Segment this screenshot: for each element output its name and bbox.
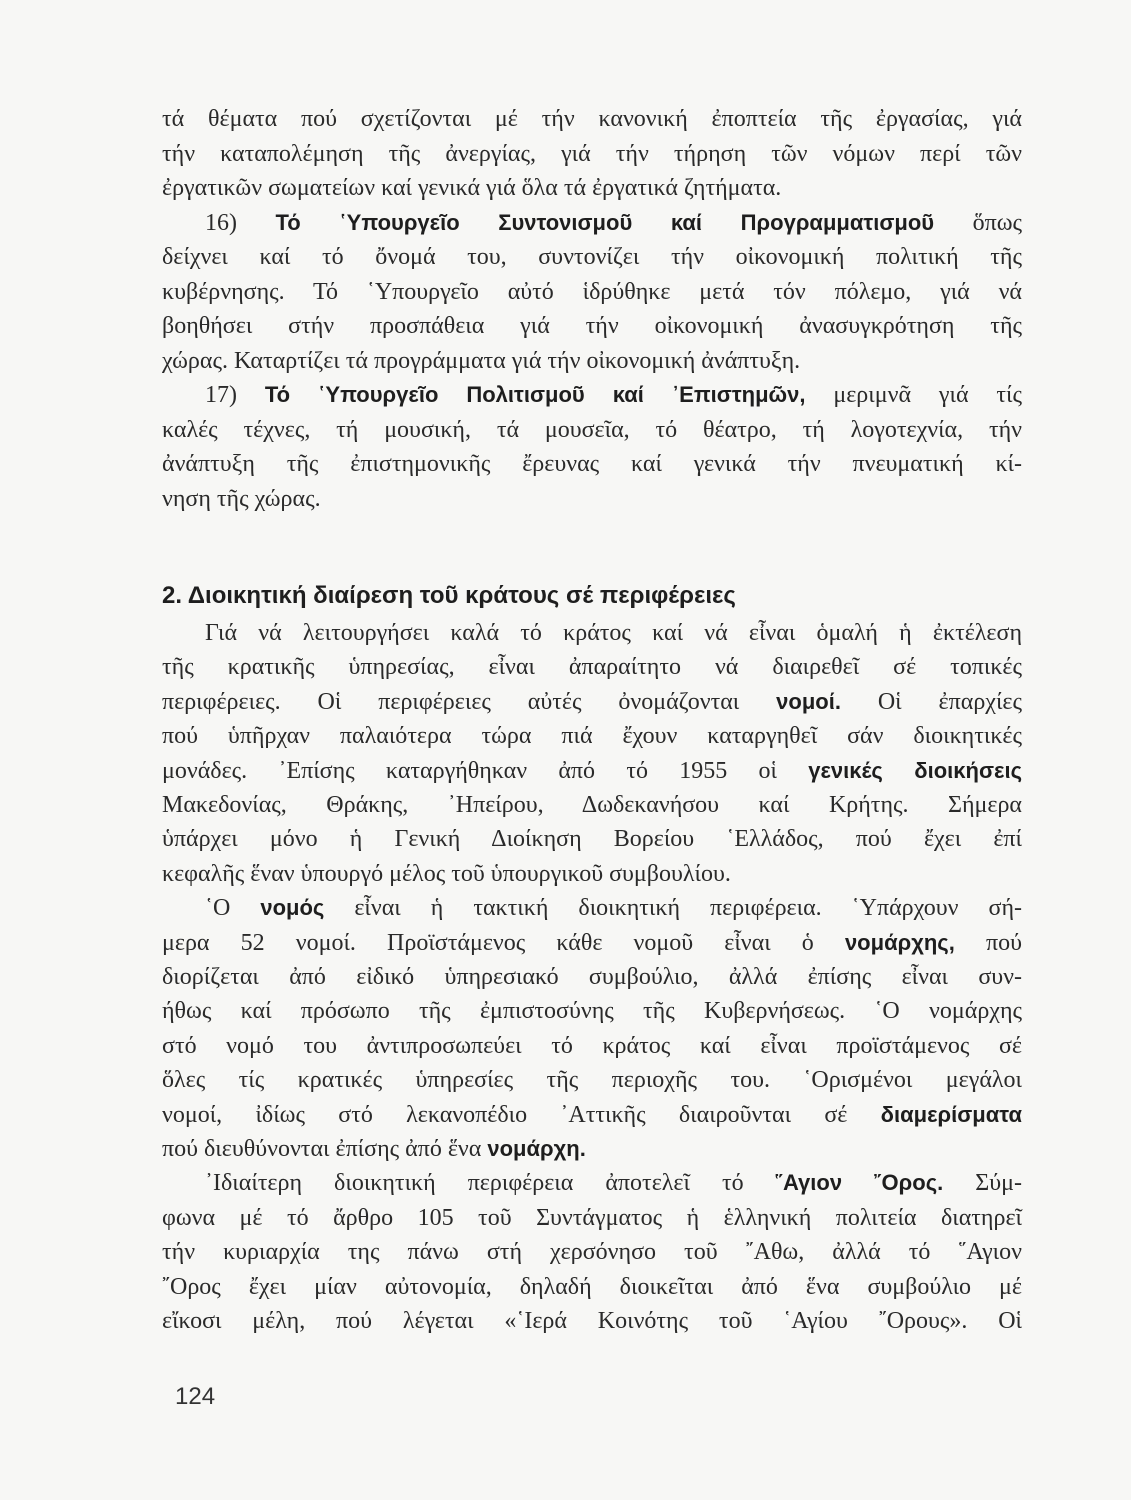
text-run: διορίζεται ἀπό εἰδικό ὑπηρεσιακό συμβούλιο, ἀλλά ἐπίσης εἶναι συν- <box>162 964 1022 990</box>
text-run: φωνα μέ τό ἄρθρο 105 τοῦ Συντάγματος ἡ ἑλληνική πολιτεία διατηρεῖ <box>162 1204 1022 1231</box>
text-run: κεφαλῆς ἕναν ὑπουργό μέλος τοῦ ὑπουργικοῦ συμβουλίου. <box>162 860 731 887</box>
text-run: τήν καταπολέμηση τῆς ἀνεργίας, γιά τήν τήρηση τῶν νόμων περί τῶν <box>162 140 1022 167</box>
text-run: εἶναι ἡ τακτική διοικητική περιφέρεια. ῾Υπάρχουν σή- <box>324 895 1022 922</box>
bold-term: ῞Αγιον ῎Ορος. <box>775 1170 944 1196</box>
text-run: τῆς κρατικῆς ὑπηρεσίας, εἶναι ἀπαραίτητο νά διαιρεθεῖ σέ τοπικές <box>162 654 1022 681</box>
text-line <box>162 824 1022 854</box>
text-line <box>162 415 1022 445</box>
text-run: ῾Ο <box>205 895 261 922</box>
text-line <box>162 242 1022 272</box>
text-line <box>162 1272 1022 1302</box>
text-run: πού <box>954 929 1022 956</box>
text-run: μερα 52 νομοί. Προϊστάμενος κάθε νομοῦ εἶναι ὁ <box>162 929 845 956</box>
text-run: τήν κυριαρχία της πάνω στή χερσόνησο τοῦ ῎Αθω, ἀλλά τό ῞Αγιον <box>162 1239 1022 1266</box>
text-run: 17) <box>205 382 265 408</box>
text-line <box>162 1134 1022 1164</box>
bold-term: γενικές διοικήσεις <box>808 757 1023 783</box>
text-line <box>205 1168 1022 1198</box>
text-line <box>162 962 1022 992</box>
text-run: κυβέρνησης. Τό ῾Υπουργεῖο αὐτό ἱδρύθηκε μετά τόν πόλεμο, γιά νά <box>162 278 1022 305</box>
text-run: ὑπάρχει μόνο ἡ Γενική Διοίκηση Βορείου ῾Ελλάδος, πού ἔχει ἐπί <box>162 826 1022 853</box>
text-line <box>205 893 1022 923</box>
text-line <box>162 859 1022 889</box>
text-run: Μακεδονίας, Θράκης, ᾿Ηπείρου, Δωδεκανήσου καί Κρήτης. Σήμερα <box>162 792 1022 818</box>
text-run: ἀνάπτυξη τῆς ἐπιστημονικῆς ἔρευνας καί γενικά τήν πνευματική κί- <box>162 451 1022 477</box>
text-line <box>162 687 1022 717</box>
text-run: μονάδες. ᾿Επίσης καταργήθηκαν ἀπό τό 1955 οἱ <box>162 757 809 784</box>
text-line <box>162 1065 1022 1095</box>
text-line <box>162 139 1022 169</box>
text-line <box>162 104 1022 134</box>
text-line <box>162 1031 1022 1061</box>
text-run: πού ὑπῆρχαν παλαιότερα τώρα πιά ἔχουν καταργηθεῖ σάν διοικητικές <box>162 723 1022 750</box>
text-line <box>162 173 1022 203</box>
text-run: δείχνει καί τό ὄνομά του, συντονίζει τήν οἰκονομική πολιτική τῆς <box>162 244 1022 270</box>
text-run: χώρας. Καταρτίζει τά προγράμματα γιά τήν οἰκονομική ἀνάπτυξη. <box>162 347 801 374</box>
page-number: 124 <box>175 1383 216 1410</box>
bold-term: διαμερίσματα <box>880 1101 1022 1127</box>
bold-term: νομάρχης, <box>844 929 955 955</box>
text-run: εἴκοσι μέλη, πού λέγεται «῾Ιερά Κοινότης τοῦ ῾Αγίου ῎Ορους». Οἱ <box>162 1308 1022 1334</box>
text-line <box>162 928 1022 958</box>
section-heading: 2. Διοικητική διαίρεση τοῦ κράτους σέ περιφέρειες <box>162 582 736 609</box>
bold-term: Τό ῾Υπουργεῖο Πολιτισμοῦ καί ᾿Επιστημῶν, <box>264 382 806 407</box>
text-line <box>162 311 1022 341</box>
text-line <box>162 790 1022 820</box>
text-run: ᾿Ιδιαίτερη διοικητική περιφέρεια ἀποτελεῖ τό <box>205 1170 776 1197</box>
text-run: τά θέματα πού σχετίζονται μέ τήν κανονική ἐποπτεία τῆς ἐργασίας, γιά <box>162 106 1022 132</box>
text-line <box>162 449 1022 479</box>
text-run: νηση τῆς χώρας. <box>162 485 321 512</box>
text-run: ὅλες τίς κρατικές ὑπηρεσίες τῆς περιοχῆς του. ῾Ορισμένοι μεγάλοι <box>162 1067 1022 1094</box>
text-line <box>162 277 1022 307</box>
text-line <box>162 1237 1022 1267</box>
text-line <box>162 1203 1022 1233</box>
text-line <box>162 756 1022 786</box>
bold-term: Τό ῾Υπουργεῖο Συντονισμοῦ καί Προγραμματισμοῦ <box>275 209 935 235</box>
text-run: μεριμνᾶ γιά τίς <box>805 382 1022 408</box>
text-run: ῎Ορος ἔχει μίαν αὐτονομία, δηλαδή διοικεῖται ἀπό ἕνα συμβούλιο μέ <box>162 1273 1022 1300</box>
text-line <box>162 484 1022 514</box>
text-run: βοηθήσει στήν προσπάθεια γιά τήν οἰκονομική ἀνασυγκρότηση τῆς <box>162 313 1022 339</box>
text-line <box>162 996 1022 1026</box>
text-line <box>162 721 1022 751</box>
text-line <box>162 346 1022 376</box>
bold-term: νομοί. <box>776 688 841 714</box>
text-run: στό νομό του ἀντιπροσωπεύει τό κράτος καί εἶναι προϊστάμενος σέ <box>162 1032 1022 1059</box>
text-line <box>205 618 1022 648</box>
text-run: νομοί, ἰδίως στό λεκανοπέδιο ᾿Αττικῆς διαιροῦνται σέ <box>162 1101 881 1128</box>
text-run: 16) <box>205 209 276 236</box>
text-run: Οἱ ἐπαρχίες <box>840 688 1022 715</box>
bold-term: νομάρχη. <box>487 1136 586 1161</box>
text-run: περιφέρειες. Οἱ περιφέρειες αὐτές ὀνομάζονται <box>162 688 777 715</box>
text-run: ήθως καί πρόσωπο τῆς ἐμπιστοσύνης τῆς Κυβερνήσεως. ῾Ο νομάρχης <box>162 998 1022 1025</box>
bold-term: νομός <box>260 895 325 921</box>
text-run: Σύμ- <box>943 1170 1023 1197</box>
text-run: ἐργατικῶν σωματείων καί γενικά γιά ὅλα τά ἐργατικά ζητήματα. <box>162 175 782 201</box>
text-run: ὅπως <box>934 209 1023 236</box>
text-run: καλές τέχνες, τή μουσική, τά μουσεῖα, τό θέατρο, τή λογοτεχνία, τήν <box>162 416 1022 443</box>
text-line <box>162 1100 1022 1130</box>
text-line <box>205 380 1022 410</box>
text-run: Γιά νά λειτουργήσει καλά τό κράτος καί νά εἶναι ὁμαλή ἡ ἐκτέλεση <box>205 620 1022 646</box>
text-line <box>205 208 1022 238</box>
text-line <box>162 652 1022 682</box>
text-run: πού διευθύνονται ἐπίσης ἀπό ἕνα <box>162 1136 488 1162</box>
text-line <box>162 1306 1022 1336</box>
